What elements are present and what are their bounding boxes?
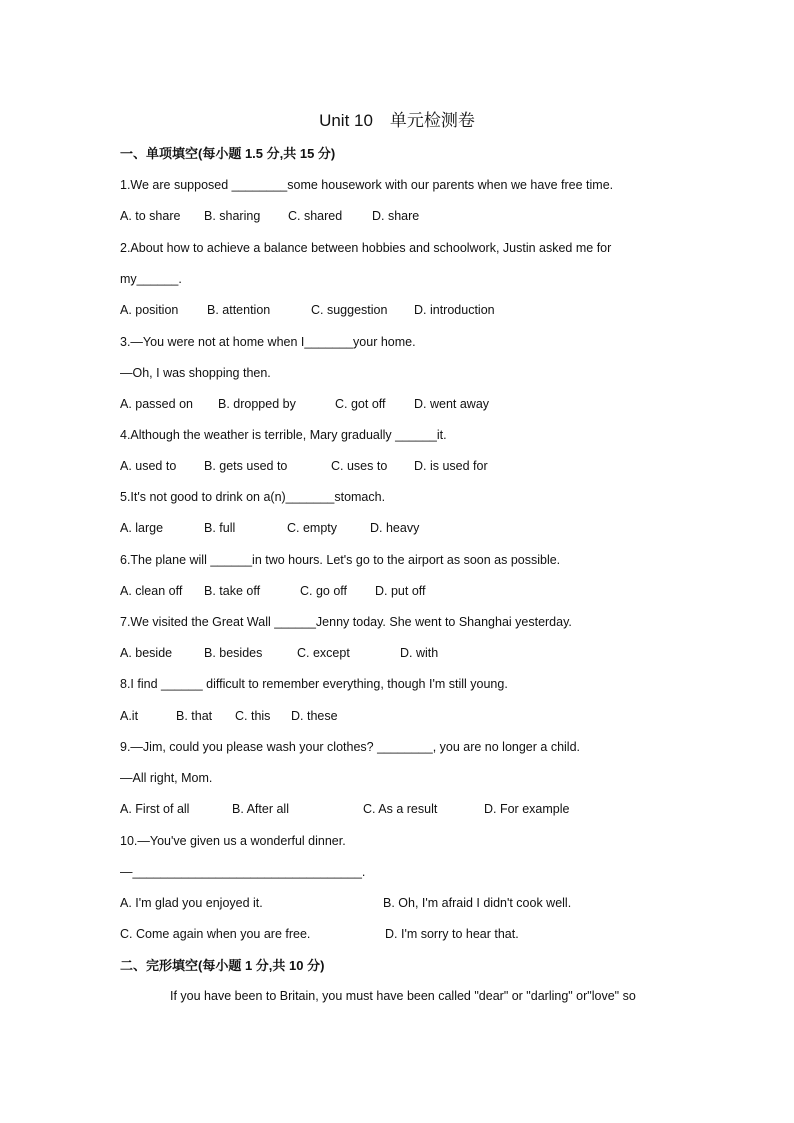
question-10-option-d[interactable]: D. I'm sorry to hear that.	[385, 927, 519, 941]
question-2-stem-cont: my______.	[120, 272, 182, 286]
question-8-option-b[interactable]: B. that	[176, 709, 213, 723]
question-3-stem: 3.—You were not at home when I_______your home.	[120, 335, 416, 349]
question-5-option-d[interactable]: D. heavy	[370, 521, 420, 535]
question-1-option-c[interactable]: C. shared	[288, 209, 343, 223]
question-8-option-a[interactable]: A.it	[120, 709, 139, 723]
question-1-stem: 1.We are supposed ________some housework with our parents when we have free time.	[120, 178, 614, 192]
question-9-option-c[interactable]: C. As a result	[363, 802, 438, 816]
question-7-option-c[interactable]: C. except	[297, 646, 350, 660]
question-10-stem: 10.—You've given us a wonderful dinner.	[120, 834, 346, 848]
question-2-option-b[interactable]: B. attention	[207, 303, 271, 317]
question-5-stem: 5.It's not good to drink on a(n)_______stomach.	[120, 490, 386, 504]
question-9-option-a[interactable]: A. First of all	[120, 802, 190, 816]
question-3-option-b[interactable]: B. dropped by	[218, 397, 296, 411]
question-6-option-a[interactable]: A. clean off	[120, 584, 183, 598]
page-title: Unit 10 单元检测卷	[319, 111, 475, 130]
question-7-option-a[interactable]: A. beside	[120, 646, 173, 660]
question-8-option-d[interactable]: D. these	[291, 709, 338, 723]
question-8-stem: 8.I find ______ difficult to remember everything, though I'm still young.	[120, 677, 508, 691]
question-5-option-b[interactable]: B. full	[204, 521, 236, 535]
question-9-reply: —All right, Mom.	[120, 771, 213, 785]
question-10-option-a[interactable]: A. I'm glad you enjoyed it.	[120, 896, 263, 910]
question-10-reply: —_________________________________.	[120, 865, 366, 879]
question-3-option-a[interactable]: A. passed on	[120, 397, 193, 411]
question-8-option-c[interactable]: C. this	[235, 709, 271, 723]
question-2-stem: 2.About how to achieve a balance between hobbies and schoolwork, Justin asked me for	[120, 241, 612, 255]
question-2-option-c[interactable]: C. suggestion	[311, 303, 388, 317]
question-1-option-d[interactable]: D. share	[372, 209, 420, 223]
question-4-option-d[interactable]: D. is used for	[414, 459, 488, 473]
question-9-option-d[interactable]: D. For example	[484, 802, 570, 816]
question-1-option-a[interactable]: A. to share	[120, 209, 181, 223]
question-5-option-a[interactable]: A. large	[120, 521, 164, 535]
question-7-option-b[interactable]: B. besides	[204, 646, 263, 660]
section-heading-single-choice: 一、单项填空(每小题 1.5 分,共 15 分)	[120, 146, 336, 161]
question-2-option-d[interactable]: D. introduction	[414, 303, 495, 317]
question-2-option-a[interactable]: A. position	[120, 303, 179, 317]
question-10-option-b[interactable]: B. Oh, I'm afraid I didn't cook well.	[383, 896, 572, 910]
question-5-option-c[interactable]: C. empty	[287, 521, 338, 535]
question-6-stem: 6.The plane will ______in two hours. Let's go to the airport as soon as possible.	[120, 553, 561, 567]
question-4-option-b[interactable]: B. gets used to	[204, 459, 288, 473]
question-3-option-d[interactable]: D. went away	[414, 397, 490, 411]
question-7-stem: 7.We visited the Great Wall ______Jenny today. She went to Shanghai yesterday.	[120, 615, 572, 629]
question-4-stem: 4.Although the weather is terrible, Mary gradually ______it.	[120, 428, 447, 442]
question-1-option-b[interactable]: B. sharing	[204, 209, 261, 223]
question-9-stem: 9.—Jim, could you please wash your clothes? ________, you are no longer a child.	[120, 740, 581, 754]
question-10-option-c[interactable]: C. Come again when you are free.	[120, 927, 311, 941]
section-heading-cloze: 二、完形填空(每小题 1 分,共 10 分)	[120, 958, 325, 973]
question-3-option-c[interactable]: C. got off	[335, 397, 386, 411]
question-6-option-b[interactable]: B. take off	[204, 584, 261, 598]
question-4-option-a[interactable]: A. used to	[120, 459, 177, 473]
question-9-option-b[interactable]: B. After all	[232, 802, 289, 816]
cloze-passage-first-line: If you have been to Britain, you must have been called "dear" or "darling" or"love" so	[170, 989, 636, 1003]
question-4-option-c[interactable]: C. uses to	[331, 459, 388, 473]
question-6-option-d[interactable]: D. put off	[375, 584, 426, 598]
question-6-option-c[interactable]: C. go off	[300, 584, 348, 598]
question-7-option-d[interactable]: D. with	[400, 646, 439, 660]
question-3-reply: —Oh, I was shopping then.	[120, 366, 271, 380]
